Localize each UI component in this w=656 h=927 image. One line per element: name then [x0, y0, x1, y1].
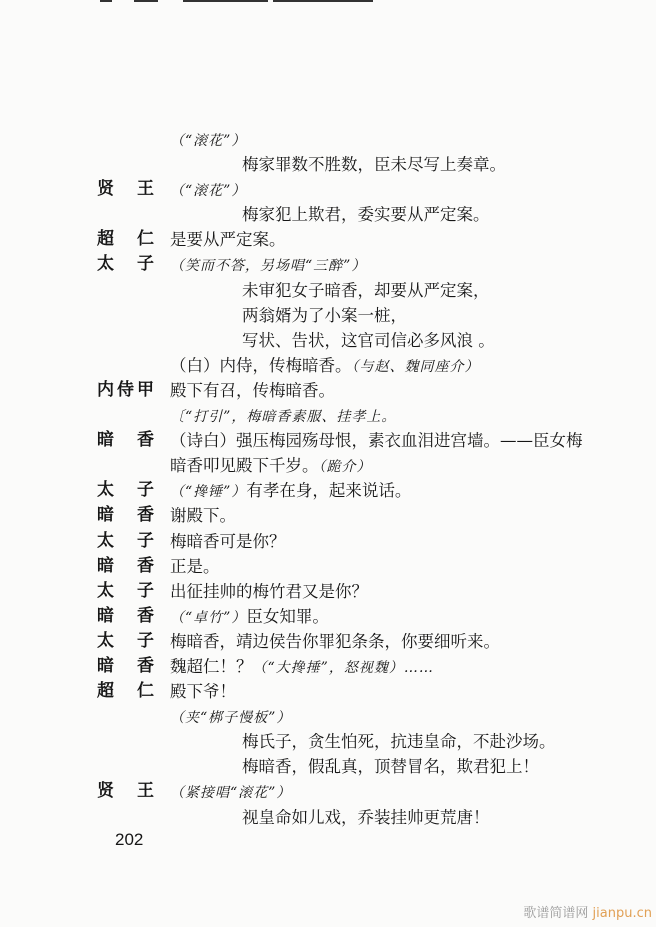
dialogue: 梅家犯上欺君，委实要从严定案。 — [242, 205, 490, 225]
line-text — [170, 604, 329, 631]
script-line — [0, 629, 656, 654]
line-text — [242, 729, 556, 754]
script-line — [0, 328, 656, 353]
stage-direction: （紧接唱“滚花”） — [170, 785, 292, 802]
script-line — [0, 654, 656, 679]
watermark — [523, 902, 652, 921]
line-text — [170, 704, 291, 731]
script-line — [0, 754, 656, 779]
speaker-name: 贤王 — [97, 179, 154, 200]
dialogue: 视皇命如儿戏，乔装挂帅更荒唐！ — [242, 807, 490, 827]
line-text — [170, 478, 411, 505]
script-line — [0, 353, 656, 378]
script-line — [0, 278, 656, 303]
script-line — [0, 403, 656, 428]
dialogue: 梅暗香，假乱真，顶替冒名，欺君犯上！ — [242, 757, 539, 777]
line-text — [170, 403, 396, 430]
dialogue: 写状、告状，这官司信必多风浪 。 — [242, 330, 495, 350]
line-text — [170, 428, 583, 453]
stage-direction: （“滚花”） — [170, 133, 247, 149]
script-line — [0, 805, 656, 830]
speaker-name: 太子 — [97, 530, 154, 551]
scan-top-edge-marks — [0, 0, 656, 4]
stage-direction: 〔“打引”，梅暗香素服、挂孝上。 — [170, 409, 397, 426]
speaker-name: 暗香 — [97, 555, 154, 576]
line-text — [170, 252, 366, 279]
line-text — [170, 554, 220, 579]
line-text — [170, 227, 286, 252]
line-text — [242, 278, 490, 303]
stage-direction: （与赵、魏同座介） — [351, 358, 480, 375]
dialogue: 未审犯女子暗香，却要从严定案， — [242, 280, 490, 300]
stage-direction: （夹“梆子慢板”） — [170, 710, 292, 727]
script-line — [0, 227, 656, 252]
speaker-name: 太子 — [97, 254, 154, 275]
line-text — [242, 152, 506, 177]
script-body — [0, 127, 656, 830]
script-line — [0, 704, 656, 729]
speaker-name: 暗香 — [97, 655, 154, 676]
watermark-text: 歌谱简谱网 — [523, 906, 589, 921]
line-text — [242, 754, 539, 779]
line-text — [170, 654, 434, 681]
script-line — [0, 303, 656, 328]
dialogue: 梅氏子，贪生怕死，抗违皇命，不赴沙场。 — [242, 732, 556, 752]
speaker-name: 超仁 — [97, 229, 154, 250]
speaker-name: 太子 — [97, 480, 154, 501]
line-text — [170, 353, 480, 380]
stage-direction: （“卓竹”） — [170, 609, 247, 626]
script-line — [0, 679, 656, 704]
script-line — [0, 453, 656, 478]
dialogue: 正是。 — [170, 556, 220, 576]
line-text — [242, 202, 490, 227]
line-text — [170, 503, 236, 528]
dialogue: 梅暗香可是你？ — [170, 531, 286, 551]
speaker-name: 超仁 — [97, 681, 154, 702]
script-line — [0, 177, 656, 202]
stage-direction: （“搀锤”） — [170, 484, 247, 501]
script-line — [0, 554, 656, 579]
line-text — [170, 127, 246, 154]
dialogue: 殿下有召，传梅暗香。 — [170, 380, 335, 400]
dialogue: 暗香叩见殿下千岁。 — [170, 456, 319, 476]
script-line — [0, 579, 656, 604]
stage-direction: （“滚花”） — [170, 183, 247, 200]
line-text — [170, 679, 236, 704]
dialogue: 魏超仁！？ — [170, 656, 253, 676]
line-text — [242, 805, 490, 830]
line-text — [170, 453, 372, 480]
dialogue: 是要从严定案。 — [170, 230, 286, 250]
speaker-name: 暗香 — [97, 605, 154, 626]
dialogue: （白） — [170, 355, 220, 375]
dialogue: 出征挂帅的梅竹君又是你？ — [170, 581, 368, 601]
speaker-name: 暗香 — [97, 505, 154, 526]
watermark-url: jianpu.cn — [592, 906, 652, 921]
line-text — [170, 629, 500, 654]
script-line — [0, 529, 656, 554]
stage-direction: （跪介） — [318, 459, 372, 476]
script-line — [0, 127, 656, 152]
stage-direction: （“大搀捶”，怒视魏）…… — [252, 659, 434, 676]
line-text — [170, 378, 335, 403]
dialogue: 梅家罪数不胜数，臣未尽写上奏章。 — [242, 155, 506, 175]
speaker-name: 贤王 — [97, 781, 154, 802]
dialogue: 两翁婿为了小案一桩， — [242, 305, 407, 325]
script-line — [0, 478, 656, 503]
speaker-name: 内侍甲 — [97, 379, 154, 400]
dialogue: （诗白） — [170, 431, 236, 451]
dialogue: 臣女知罪。 — [246, 606, 329, 626]
dialogue: 强压梅园殇母恨，素衣血泪进宫墙。——臣女梅 — [236, 431, 583, 451]
script-line — [0, 378, 656, 403]
line-text — [242, 303, 407, 328]
speaker-name: 太子 — [97, 630, 154, 651]
line-text — [170, 529, 286, 554]
script-line — [0, 202, 656, 227]
dialogue: 谢殿下。 — [170, 506, 236, 526]
line-text — [242, 328, 495, 353]
script-line — [0, 604, 656, 629]
line-text — [170, 177, 246, 204]
dialogue: 梅暗香，靖边侯告你罪犯条条，你要细听来。 — [170, 631, 500, 651]
script-line — [0, 152, 656, 177]
line-text — [170, 579, 368, 604]
script-line — [0, 729, 656, 754]
dialogue: 内侍，传梅暗香。 — [219, 355, 352, 375]
speaker-name: 暗香 — [97, 430, 154, 451]
script-line — [0, 252, 656, 277]
script-line — [0, 428, 656, 453]
speaker-name: 太子 — [97, 580, 154, 601]
script-line — [0, 503, 656, 528]
stage-direction: （笑而不答，另场唱“三醉”） — [170, 258, 367, 275]
page-number: 202 — [115, 830, 144, 849]
line-text — [170, 779, 291, 806]
dialogue: 有孝在身，起来说话。 — [246, 481, 412, 501]
dialogue: 殿下爷！ — [170, 682, 236, 702]
script-line — [0, 779, 656, 804]
